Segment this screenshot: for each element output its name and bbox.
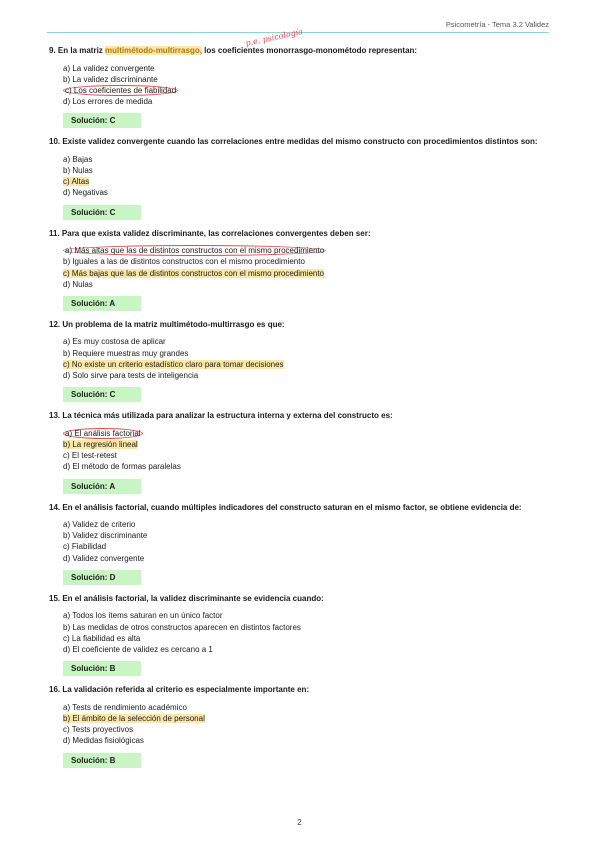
option-a bbox=[63, 428, 549, 439]
option-c: c) La fiabilidad es alta bbox=[63, 633, 141, 643]
option-b: b) Las medidas de otros constructos aparecen en distintos factores bbox=[63, 622, 301, 632]
question-12 bbox=[49, 319, 549, 402]
option-a: a) Es muy costosa de aplicar bbox=[63, 337, 166, 347]
option-b: b) Iguales a las de distintos constructos con el mismo procedimiento bbox=[63, 257, 305, 267]
option-a: a) Todos los ítems saturan en un único factor bbox=[63, 611, 223, 621]
answer-highlight: c) Más bajas que las de distintos constructos con el mismo procedimiento bbox=[63, 268, 325, 278]
option-a: a) Validez de criterio bbox=[63, 520, 136, 530]
option-c bbox=[63, 268, 549, 279]
solution-badge: Solución: B bbox=[63, 661, 141, 676]
question-title: 12. Un problema de la matriz multimétodo-multirrasgo es que: bbox=[49, 319, 285, 329]
answer-mark: a) Más altas que las de distintos constructos con el mismo procedimiento bbox=[65, 246, 325, 256]
option-d: d) Negativas bbox=[63, 188, 108, 198]
option-b bbox=[63, 713, 549, 724]
solution-badge: Solución: C bbox=[63, 113, 141, 128]
question-11 bbox=[49, 228, 549, 311]
option-b: b) Validez discriminante bbox=[63, 531, 148, 541]
solution-badge: Solución: A bbox=[63, 296, 141, 311]
question-16 bbox=[49, 684, 549, 767]
page-number: 2 bbox=[297, 818, 302, 827]
question-13 bbox=[49, 410, 549, 493]
answer-highlight: c) No existe un criterio estadístico claro para tomar decisiones bbox=[63, 359, 284, 369]
option-d: d) Solo sirve para tests de inteligencia bbox=[63, 371, 199, 381]
option-b: b) Nulas bbox=[63, 166, 93, 176]
question-title: 14. En el análisis factorial, cuando múltiples indicadores del constructo saturan en el mismo factor, se obtiene evidencia de: bbox=[49, 502, 522, 512]
question-9 bbox=[49, 27, 549, 128]
solution-badge: Solución: D bbox=[63, 570, 141, 585]
option-b: b) La validez discriminante bbox=[63, 74, 158, 84]
option-d: d) Los errores de medida bbox=[63, 97, 153, 107]
option-d: d) El coeficiente de validez es cercano a 1 bbox=[63, 644, 213, 654]
option-a: a) Bajas bbox=[63, 154, 93, 164]
option-a bbox=[63, 245, 549, 256]
option-c: c) Fiabilidad bbox=[63, 542, 107, 552]
question-14 bbox=[49, 502, 549, 585]
solution-badge: Solución: B bbox=[63, 753, 141, 768]
option-c: c) El test-retest bbox=[63, 451, 117, 461]
option-b: b) Requiere muestras muy grandes bbox=[63, 348, 189, 358]
option-c bbox=[63, 359, 549, 370]
solution-badge: Solución: C bbox=[63, 387, 141, 402]
option-b bbox=[63, 439, 549, 450]
question-15 bbox=[49, 593, 549, 676]
question-list bbox=[49, 27, 549, 776]
question-title: 10. Existe validez convergente cuando las correlaciones entre medidas del mismo constructo con procedimientos distintos son: bbox=[49, 137, 538, 147]
question-title: 16. La validación referida al criterio es especialmente importante en: bbox=[49, 685, 310, 695]
option-c bbox=[63, 85, 549, 96]
answer-highlight: b) La regresión lineal bbox=[63, 439, 138, 449]
question-title: 11. Para que exista validez discriminante, las correlaciones convergentes deben ser: bbox=[49, 228, 371, 238]
option-d: d) Validez convergente bbox=[63, 553, 145, 563]
answer-mark: a) El análisis factorial bbox=[65, 428, 141, 438]
answer-highlight: b) El ámbito de la selección de personal bbox=[63, 713, 205, 723]
option-a: a) La validez convergente bbox=[63, 63, 155, 73]
page-header: Psicometría - Tema 3.2 Validez bbox=[445, 20, 549, 29]
option-d: d) El método de formas paralelas bbox=[63, 462, 181, 472]
question-title: 15. En el análisis factorial, la validez discriminante se evidencia cuando: bbox=[49, 593, 324, 603]
answer-highlight: c) Altas bbox=[63, 177, 90, 187]
highlighted-term: multimétodo-multirrasgo, bbox=[105, 46, 202, 55]
solution-badge: Solución: A bbox=[63, 479, 141, 494]
option-d: d) Nulas bbox=[63, 279, 93, 289]
option-c bbox=[63, 176, 549, 187]
option-c: c) Tests proyectivos bbox=[63, 725, 134, 735]
answer-mark: c) Los coeficientes de fiabilidad bbox=[65, 85, 177, 95]
option-a: a) Tests de rendimiento académico bbox=[63, 702, 187, 712]
question-title: 13. La técnica más utilizada para analizar la estructura interna y externa del constructo es: bbox=[49, 411, 393, 421]
solution-badge: Solución: C bbox=[63, 205, 141, 220]
handwritten-annotation: p.e. psicología bbox=[244, 27, 304, 48]
question-10 bbox=[49, 136, 549, 219]
option-d: d) Medidas fisiológicas bbox=[63, 736, 144, 746]
question-title: 9. En la matriz multimétodo-multirrasgo, los coeficientes monorrasgo-monométodo representan: bbox=[49, 46, 418, 55]
